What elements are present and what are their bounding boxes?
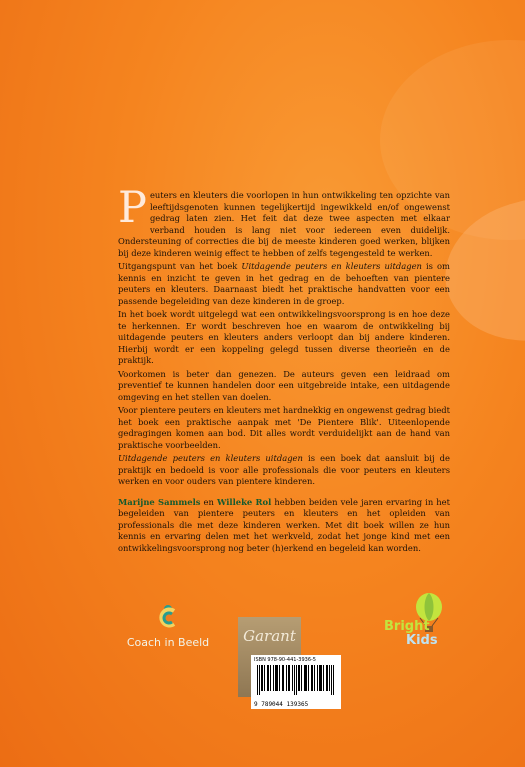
author-name-2: Willeke Rol [216,496,272,507]
purpose-text: is om kennis en inzicht te geven in het gedrag en de behoeften van pientere peuters en kleuters. Daarnaast biedt het praktische handvatten voor een passende begeleiding van deze kinderen in de groep. [118,261,450,306]
paragraph-approach: Voor pientere peuters en kleuters met hardnekkig en ongewenst gedrag biedt het boek een praktische aanpak met 'De Pientere Blik'. Uiteenlopende gedragingen komen aan bod. Dit alles wordt verduidelijkt aan de hand van praktische voorbeelden. [118,405,450,450]
bright-label: Bright [384,619,430,634]
intro-text: euters en kleuters die voorlopen in hun ontwikkeling ten opzichte van leeftijdsgenoten kunnen tegelijkertijd ingewikkeld en/of ongewenst gedrag laten zien. Het feit dat deze twee aspecten met elkaar verband houden is lang niet voor iedereen even duidelijk. Ondersteuning of correcties die bij de meeste kinderen goed werken, blijken bij deze kinderen weinig effect te hebben of zelfs tegengesteld te werken. [118,190,450,258]
author-conjunction: en [200,496,217,507]
bright-kids-logo [382,593,452,653]
coach-in-beeld-logo [118,602,218,649]
publisher-name: Garant [243,627,296,645]
purpose-lead: Uitgangspunt van het boek [118,261,242,271]
back-cover-text [118,183,451,556]
author-bio [118,497,450,555]
book-title-inline: Uitdagende peuters en kleuters uitdagen [241,261,422,271]
coach-name: Coach in Beeld [126,636,210,649]
paragraph-prevention: Voorkomen is beter dan genezen. De auteurs geven een leidraad om preventief te kunnen handelen door een uitgebreide intake, een uitdagende omgeving en het stellen van doelen. [118,368,450,402]
barcode-number: 9 789044 139365 [254,701,309,708]
bio-text: hebben beiden vele jaren ervaring in het begeleiden van pientere peuters en kleuters en het opleiden van professionals die met deze kinderen werken. Met dit boek willen ze hun kennis en ervaring delen met het werkveld, zodat het jonge kind met een ontwikkelingsvoorsprong nog beter (h)erkend en begeleid kan worden. [118,496,451,553]
barcode-bars [257,665,335,695]
paragraph-explanation: In het boek wordt uitgelegd wat een ontwikkelingsvoorsprong is en hoe deze te herkennen. Er wordt beschreven hoe en waarom de ontwikkeling bij uitdagende peuters en kleuters anders verloopt dan bij andere kinderen. Hierbij wordt er een koppeling gelegd tussen diverse theorieën en de praktijk. [118,309,450,365]
drop-cap: P [118,183,147,233]
author-name-1: Marijne Sammels [118,496,201,507]
paragraph-purpose [118,261,450,307]
isbn-text: ISBN 978-90-441-3936-5 [254,657,316,663]
barcode [251,655,341,709]
coach-icon [157,602,179,630]
intro-paragraph [118,183,450,259]
audience-text: is een boek dat aansluit bij de praktijk en bedoeld is voor alle professionals die voor peuters en kleuters werken en voor ouders van pientere kinderen. [118,453,450,486]
paragraph-audience [118,453,450,488]
book-title-inline-2: Uitdagende peuters en kleuters uitdagen [118,453,303,463]
kids-label: Kids [406,633,438,648]
